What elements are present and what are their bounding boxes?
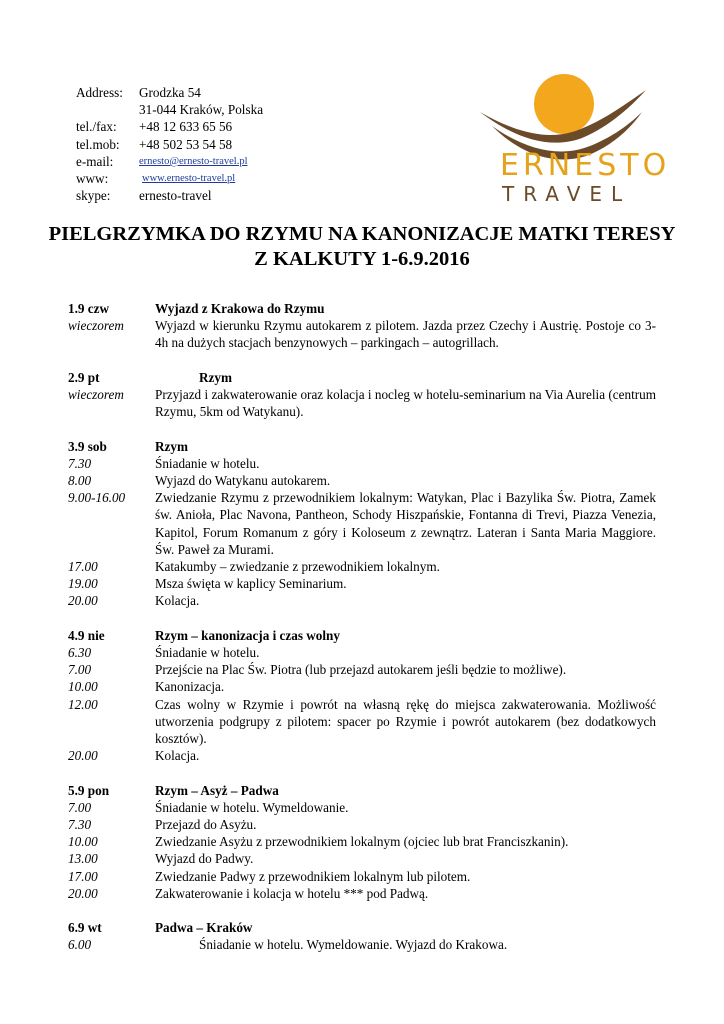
schedule-row [68,575,656,592]
schedule-row [68,850,656,867]
day-block [68,782,656,902]
schedule-text: Zakwaterowanie i kolacja w hotelu *** pod Padwą. [155,885,429,901]
schedule-time: 6.00 [68,937,92,953]
day-title: Padwa – Kraków [155,920,253,936]
day-title: Rzym – Asyż – Padwa [155,782,279,798]
schedule-time: 8.00 [68,473,92,488]
schedule-time: 17.00 [68,559,98,575]
schedule-time: 9.00-16.00 [68,490,126,506]
schedule-row [68,661,656,678]
schedule-time: 10.00 [68,679,98,695]
schedule-text: Śniadanie w hotelu. [155,455,260,471]
schedule-text: Czas wolny w Rzymie i powrót na własną rękę do miejsca zakwaterowania. Możliwość utworzenia podgrupy z pilotem: spacer po Rzymie i powrót autokarem (bez dodatkowych kosztów). [155,696,656,747]
day-date: 5.9 pon [68,782,110,798]
day-title: Wyjazd z Krakowa do Rzymu [155,301,325,316]
schedule-time: 17.00 [68,868,98,884]
schedule-time: 7.00 [68,799,92,815]
schedule-text: Przyjazd i zakwaterowanie oraz kolacja i nocleg w hotelu-seminarium na Via Aurelia (centrum Rzymu, 5km od Watykanu). [155,387,656,420]
day-date: 6.9 wt [68,920,102,936]
schedule-text: Wyjazd w kierunku Rzymu autokarem z pilotem. Jazda przez Czechy i Austrię. Postoje co 3-4h na dużych stacjach benzynowych – parkingach – autogrillach. [155,318,656,351]
day-block [68,369,656,421]
day-header [68,782,656,799]
itinerary [68,300,656,971]
mob-value: +48 502 53 54 58 [139,136,233,152]
day-title: Rzym [155,438,188,454]
schedule-text: Zwiedzanie Padwy z przewodnikiem lokalnym lub pilotem. [155,868,471,884]
schedule-row [68,833,656,850]
day-date: 1.9 czw [68,301,110,316]
day-header [68,300,656,317]
day-header [68,627,656,644]
day-block [68,919,656,953]
schedule-time: 7.30 [68,455,92,471]
schedule-row [68,455,656,472]
day-date: 4.9 nie [68,627,105,643]
day-header [68,369,656,386]
address-line1: Grodzka 54 [139,85,201,100]
schedule-row [68,644,656,661]
schedule-row [68,317,656,351]
schedule-text: Kanonizacja. [155,679,225,695]
schedule-row [68,558,656,575]
address-line2: 31-044 Kraków, Polska [139,102,264,118]
schedule-text: Wyjazd do Padwy. [155,851,254,867]
schedule-row [68,472,656,489]
day-header [68,438,656,455]
schedule-text: Wyjazd do Watykanu autokarem. [155,473,331,488]
day-block [68,300,656,352]
schedule-text: Kolacja. [155,748,200,764]
schedule-text: Śniadanie w hotelu. Wymeldowanie. Wyjazd do Krakowa. [199,937,508,953]
email-label: e-mail: [76,153,114,169]
page-title: PIELGRZYMKA DO RZYMU NA KANONIZACJE MATKI TERESY Z KALKUTY 1-6.9.2016 [48,223,676,270]
schedule-row [68,747,656,764]
skype-label: skype: [76,188,111,204]
logo-wordmark-travel: TRAVEL [502,182,632,206]
schedule-time: 10.00 [68,834,98,850]
schedule-row [68,386,656,420]
day-header [68,919,656,936]
schedule-text: Śniadanie w hotelu. Wymeldowanie. [155,799,349,815]
schedule-row [68,592,656,609]
schedule-row [68,799,656,816]
schedule-time: 19.00 [68,576,98,592]
schedule-row [68,868,656,885]
day-title: Rzym [199,369,232,385]
day-title: Rzym – kanonizacja i czas wolny [155,627,340,643]
schedule-row [68,936,656,953]
schedule-time: 20.00 [68,593,98,609]
schedule-text: Msza święta w kaplicy Seminarium. [155,576,347,592]
schedule-time: 6.30 [68,645,92,661]
tel-value: +48 12 633 65 56 [139,119,233,135]
schedule-row [68,678,656,695]
www-label: www: [76,170,109,186]
contact-block [76,84,263,204]
tel-label: tel./fax: [76,119,117,135]
schedule-time: 13.00 [68,851,98,867]
schedule-row [68,696,656,748]
schedule-time: wieczorem [68,387,124,402]
skype-value: ernesto-travel [139,188,212,204]
day-block [68,627,656,765]
email-link[interactable]: ernesto@ernesto-travel.pl [139,155,248,167]
schedule-text: Katakumby – zwiedzanie z przewodnikiem lokalnym. [155,559,440,575]
schedule-text: Przejście na Plac Św. Piotra (lub przejazd autokarem jeśli będzie to możliwe). [155,662,567,678]
sun-circle [534,74,594,134]
mob-label: tel.mob: [76,136,120,152]
address-label: Address: [76,85,123,100]
day-date: 3.9 sob [68,438,107,454]
schedule-text: Zwiedzanie Asyżu z przewodnikiem lokalnym (ojciec lub brat Franciszkanin). [155,834,569,850]
schedule-text: Przejazd do Asyżu. [155,817,257,833]
schedule-row [68,816,656,833]
schedule-time: 7.30 [68,817,92,833]
schedule-time: 7.00 [68,662,92,678]
day-date: 2.9 pt [68,369,100,385]
schedule-text: Zwiedzanie Rzymu z przewodnikiem lokalnym: Watykan, Plac i Bazylika Św. Piotra, Zamek św. Anioła, Plac Navona, Pantheon, Schody Hiszpańskie, Fontanna di Trevi, Piazza Venezia, Kapitol, Forum Romanum z góry i Koloseum z zewnątrz. Lateran i Santa Maria Maggiore. Św. Paweł za Murami. [155,490,656,557]
schedule-row [68,885,656,902]
schedule-time: wieczorem [68,318,124,334]
www-link[interactable]: www.ernesto-travel.pl [142,172,236,184]
logo-wordmark-ernesto: ERNESTO [500,148,671,183]
schedule-text: Kolacja. [155,593,200,609]
schedule-time: 12.00 [68,696,98,712]
schedule-time: 20.00 [68,885,98,901]
schedule-text: Śniadanie w hotelu. [155,645,260,661]
day-block [68,438,656,610]
schedule-time: 20.00 [68,748,98,764]
schedule-row [68,489,656,558]
